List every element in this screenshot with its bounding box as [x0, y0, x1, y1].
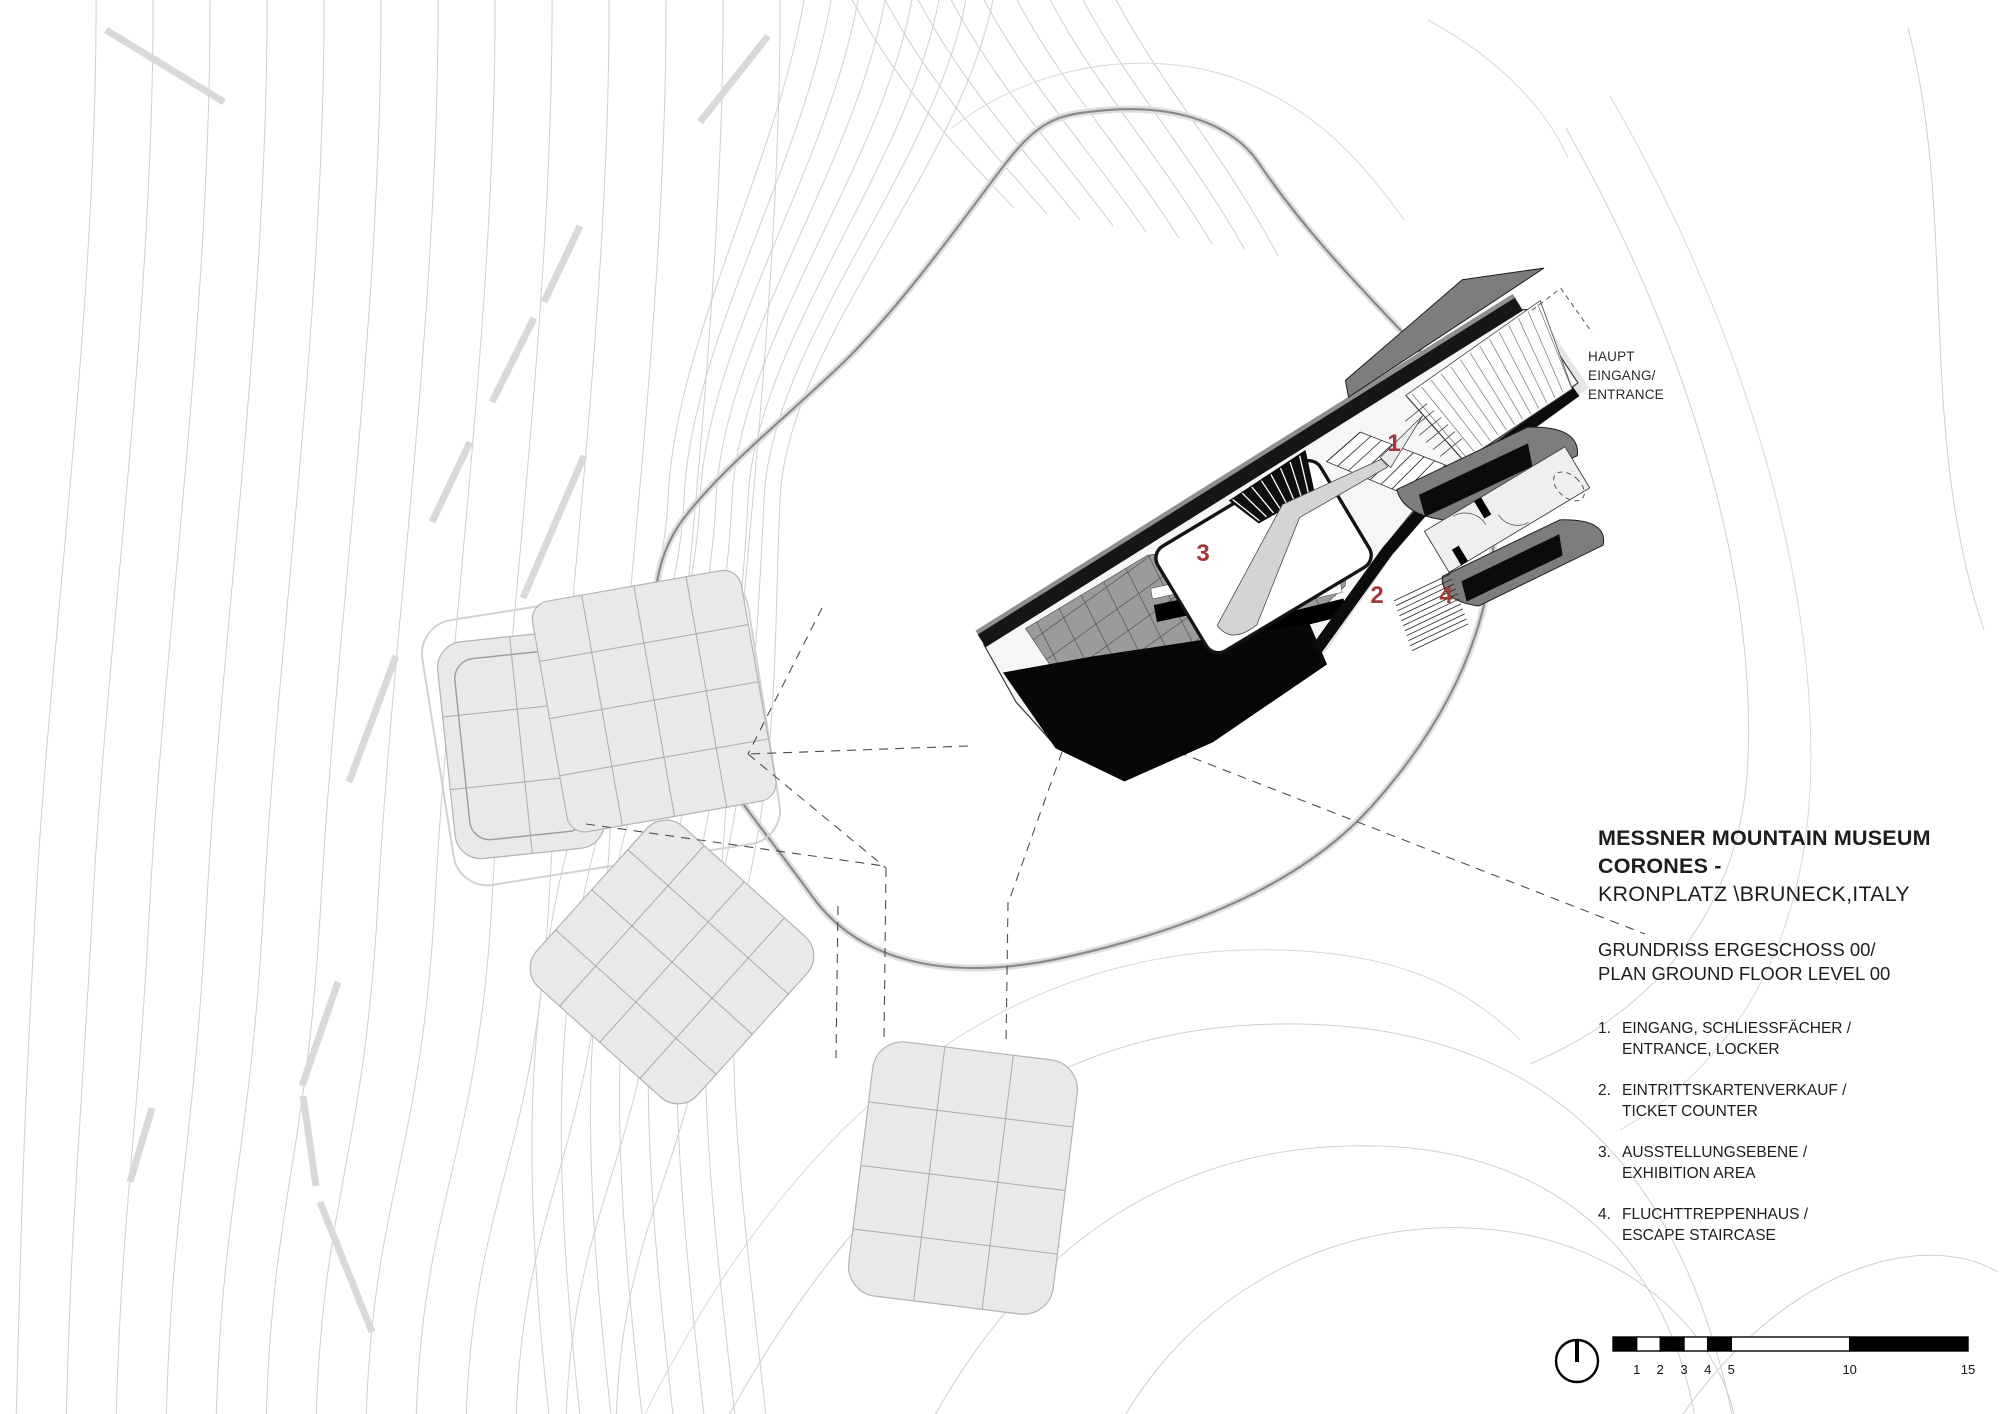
- legend-item-1: [1598, 1018, 2000, 1060]
- legend-item-4: [1598, 1204, 2000, 1246]
- subtitle-line-1: GRUNDRISS ERGESCHOSS 00/: [1598, 939, 1876, 960]
- museum-building: [948, 237, 1689, 846]
- legend-text-de: EINGANG, SCHLIESSFÄCHER /: [1622, 1020, 1852, 1037]
- legend-item-3: [1598, 1142, 2000, 1184]
- legend-num: 1.: [1598, 1020, 1611, 1037]
- title-line-3: KRONPLATZ \BRUNECK,ITALY: [1598, 882, 1910, 906]
- title-line-1: MESSNER MOUNTAIN MUSEUM: [1598, 826, 1931, 850]
- room-label-4: 4: [1439, 582, 1453, 609]
- svg-text:4: 4: [1704, 1362, 1712, 1377]
- svg-text:2: 2: [1656, 1362, 1664, 1377]
- room-label-1: 1: [1387, 430, 1401, 457]
- svg-text:10: 10: [1842, 1362, 1857, 1377]
- room-label-2: 2: [1370, 582, 1384, 609]
- svg-text:1: 1: [1633, 1362, 1641, 1377]
- svg-text:HAUPT: HAUPT: [1588, 349, 1635, 364]
- svg-text:15: 15: [1960, 1362, 1976, 1377]
- legend-text-de: AUSSTELLUNGSEBENE /: [1622, 1144, 1808, 1161]
- svg-text:ENTRANCE: ENTRANCE: [1588, 387, 1664, 402]
- legend-text-en: EXHIBITION AREA: [1622, 1165, 1756, 1182]
- room-label-3: 3: [1196, 540, 1210, 567]
- north-needle: [1575, 1339, 1579, 1362]
- legend-num: 2.: [1598, 1082, 1611, 1099]
- svg-text:3: 3: [1680, 1362, 1688, 1377]
- legend-text-de: EINTRITTSKARTENVERKAUF /: [1622, 1082, 1847, 1099]
- legend-text-de: FLUCHTTREPPENHAUS /: [1622, 1206, 1809, 1223]
- subtitle-line-2: PLAN GROUND FLOOR LEVEL 00: [1598, 963, 1891, 984]
- existing-structure-lower: [845, 1038, 1081, 1317]
- project-title: [1598, 824, 2000, 908]
- svg-text:5: 5: [1727, 1362, 1735, 1377]
- svg-text:EINGANG/: EINGANG/: [1588, 368, 1656, 383]
- title-line-2: CORONES -: [1598, 854, 1722, 878]
- entrance-label: [1588, 349, 1664, 402]
- legend-text-en: ESCAPE STAIRCASE: [1622, 1227, 1776, 1244]
- title-block: [1598, 824, 2000, 1266]
- legend-num: 3.: [1598, 1144, 1611, 1161]
- drawing-subtitle: [1598, 938, 2000, 986]
- north-indicator: [1556, 1339, 1598, 1382]
- legend-item-2: [1598, 1080, 2000, 1122]
- legend-text-en: ENTRANCE, LOCKER: [1622, 1041, 1780, 1058]
- legend-num: 4.: [1598, 1206, 1611, 1223]
- room-legend: [1598, 1018, 2000, 1246]
- legend-text-en: TICKET COUNTER: [1622, 1103, 1758, 1120]
- scale-bar: [1613, 1337, 1975, 1377]
